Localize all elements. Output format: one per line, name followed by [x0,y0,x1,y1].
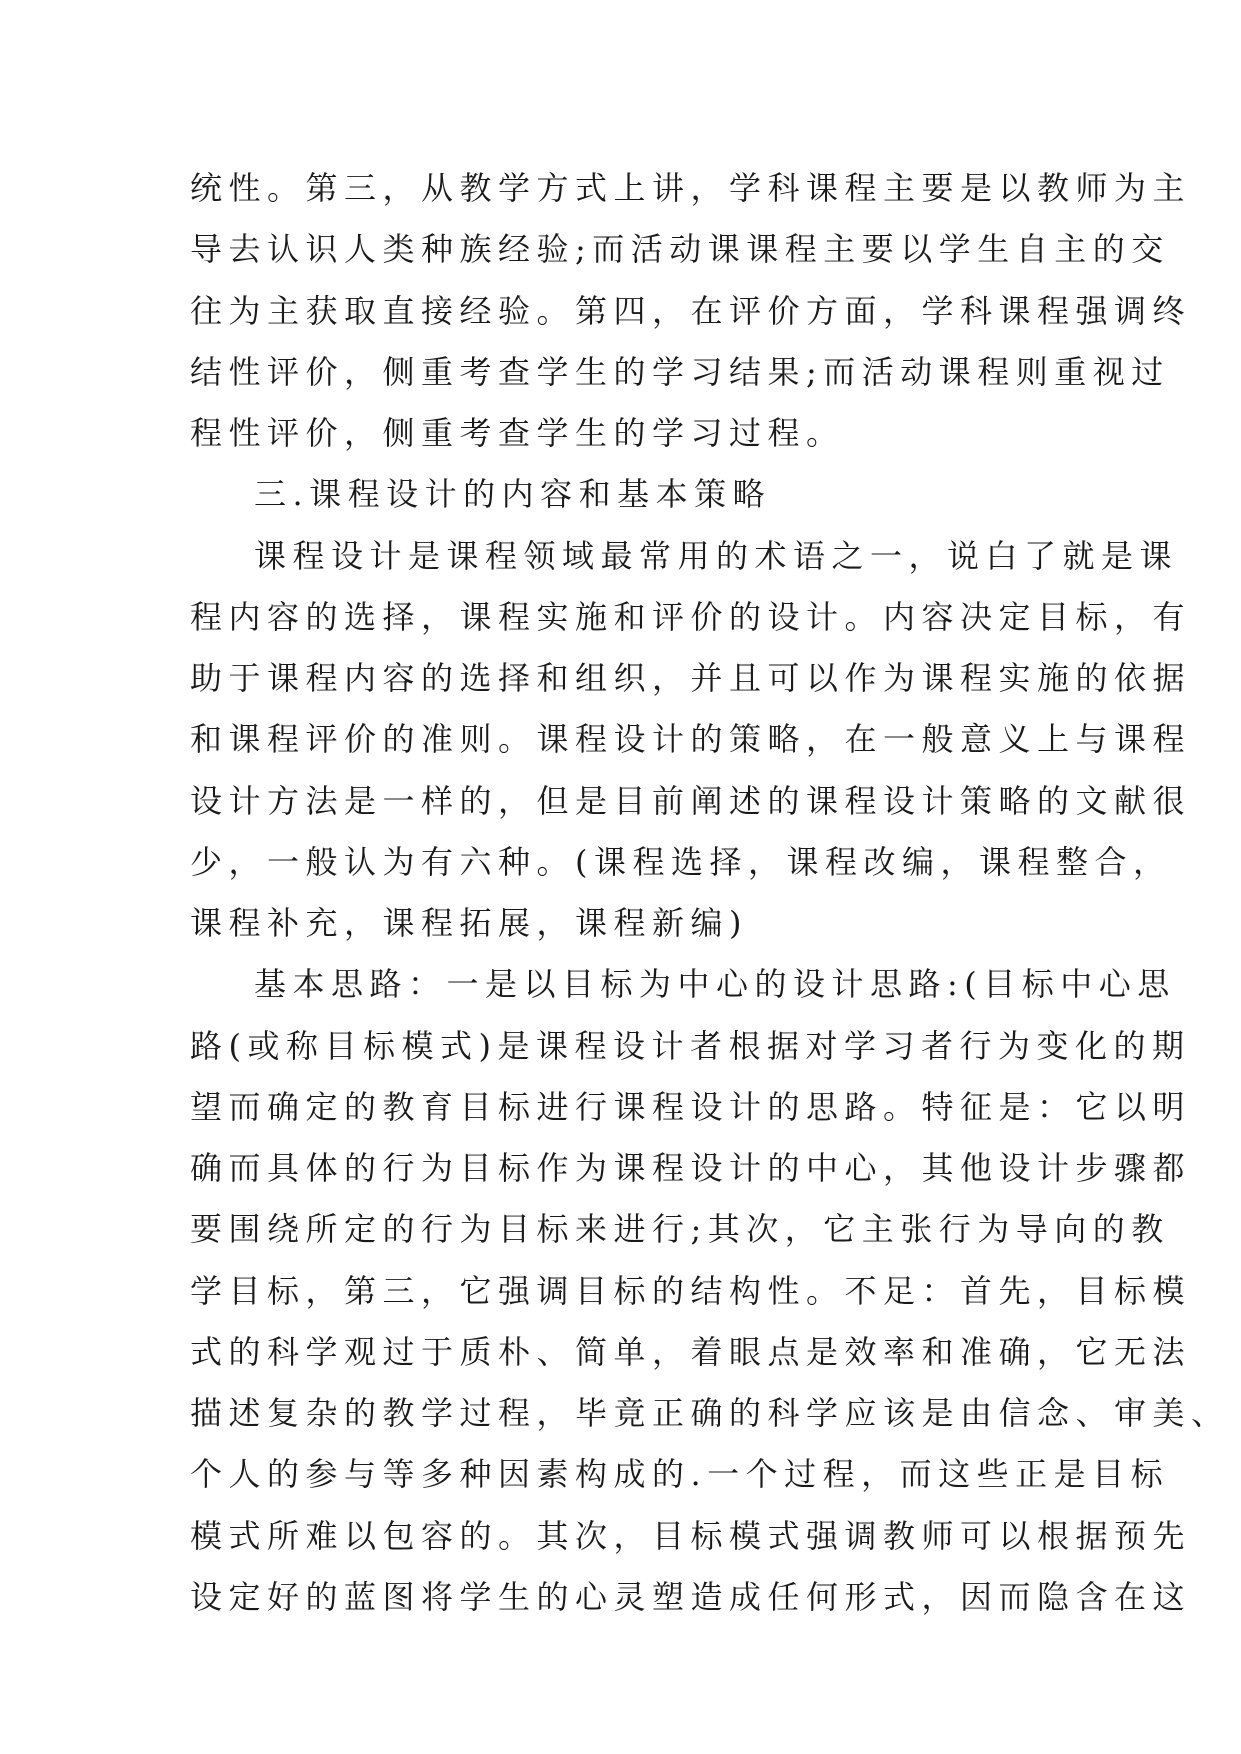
text-line: 要围绕所定的行为目标来进行;其次，它主张行为导向的教 [190,1210,1170,1249]
text-line: 描述复杂的教学过程，毕竟正确的科学应该是由信念、审美、 [190,1394,1230,1432]
paragraph-first-line: 基本思路：一是以目标为中心的设计思路:(目标中心思 [254,965,1176,1004]
text-line: 和课程评价的准则。课程设计的策略，在一般意义上与课程 [190,720,1192,759]
text-line: 助于课程内容的选择和组织，并且可以作为课程实施的依据 [190,659,1192,697]
text-line: 个人的参与等多种因素构成的.一个过程，而这些正是目标 [190,1455,1170,1494]
text-line: 路(或称目标模式)是课程设计者根据对学习者行为变化的期 [190,1026,1191,1065]
text-line: 确而具体的行为目标作为课程设计的中心，其他设计步骤都 [190,1149,1192,1187]
text-line: 模式所难以包容的。其次，目标模式强调教师可以根据预先 [190,1516,1192,1555]
text-line: 设定好的蓝图将学生的心灵塑造成任何形式，因而隐含在这 [190,1577,1192,1616]
text-line: 结性评价，侧重考查学生的学习结果;而活动课程则重视过 [190,352,1170,391]
text-line: 课程补充，课程拓展，课程新编) [190,904,748,942]
text-line: 统性。第三，从教学方式上讲，学科课程主要是以教师为主 [190,169,1192,207]
text-line: 学目标，第三，它强调目标的结构性。不足：首先，目标模 [190,1271,1192,1310]
text-line: 式的科学观过于质朴、简单，着眼点是效率和准确，它无法 [190,1332,1192,1371]
text-line: 程性评价，侧重考查学生的学习过程。 [190,414,845,452]
text-line: 往为主获取直接经验。第四，在评价方面，学科课程强调终 [190,291,1192,330]
paragraph-first-line: 课程设计是课程领域最常用的术语之一，说白了就是课 [254,536,1179,575]
text-line: 程内容的选择，课程实施和评价的设计。内容决定目标，有 [190,597,1192,636]
body-text [190,158,1230,1628]
text-line: 设计方法是一样的，但是目前阐述的课程设计策略的文献很 [190,781,1192,820]
section-heading: 三.课程设计的内容和基本策略 [254,475,772,514]
text-line: 少，一般认为有六种。(课程选择，课程改编，课程整合， [190,842,1172,881]
text-line: 望而确定的教育目标进行课程设计的思路。特征是：它以明 [190,1087,1192,1126]
text-line: 导去认识人类种族经验;而活动课课程主要以学生自主的交 [190,230,1170,269]
